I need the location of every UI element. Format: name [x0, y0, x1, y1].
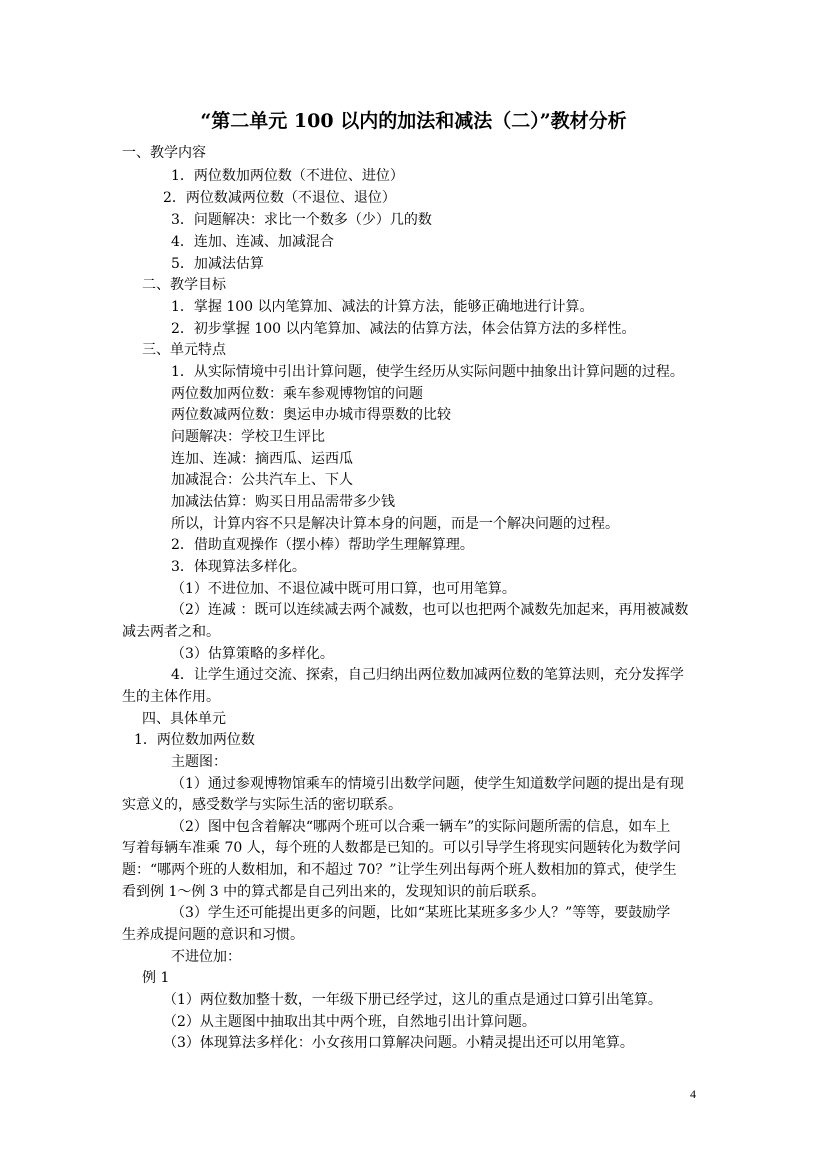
text-line: （1）两位数加整十数，一年级下册已经学过，这儿的重点是通过口算引出笔算。: [163, 992, 662, 1008]
text-line: 1．掌握 100 以内笔算加、减法的计算方法，能够正确地进行计算。: [171, 299, 594, 315]
text-line: （1）不进位加、不退位减中既可用口算，也可用笔算。: [171, 581, 516, 597]
text-line: 2．两位数减两位数（不退位、退位）: [163, 190, 396, 206]
text-line: 2．初步掌握 100 以内笔算加、减法的估算方法，体会估算方法的多样性。: [171, 321, 636, 337]
text-line: 例 1: [142, 970, 170, 986]
text-line: 连加、连减：摘西瓜、运西瓜: [171, 451, 353, 467]
document-title: “第二单元 100 以内的加法和减法（二）”教材分析: [200, 110, 627, 132]
text-line: （2）图中包含着解决“哪两个班可以合乘一辆车”的实际问题所需的信息，如车上: [171, 819, 671, 835]
text-line: 加减混合：公共汽车上、下人: [171, 472, 353, 488]
text-line: 二、教学目标: [142, 277, 226, 293]
text-line: 两位数加两位数：乘车参观博物馆的问题: [171, 386, 423, 402]
text-line: 4．让学生通过交流、探索，自己归纳出两位数加减两位数的笔算法则，充分发挥学: [171, 667, 684, 683]
text-line: 一、教学内容: [122, 145, 206, 161]
text-line: 1．两位数加两位数: [134, 732, 255, 748]
text-line: 两位数减两位数：奥运申办城市得票数的比较: [171, 407, 451, 423]
text-line: 写着每辆车准乘 70 人，每个班的人数都是已知的。可以引导学生将现实问题转化为数学问: [122, 840, 681, 856]
text-line: 3．问题解决：求比一个数多（少）几的数: [171, 212, 432, 228]
text-line: 3．体现算法多样化。: [171, 559, 306, 575]
text-line: 加减法估算：购买日用品需带多少钱: [171, 494, 395, 510]
text-line: 所以，计算内容不只是解决计算本身的问题，而是一个解决问题的过程。: [171, 516, 619, 532]
text-line: 生的主体作用。: [122, 689, 220, 705]
text-line: 不进位加：: [171, 949, 241, 965]
text-line: 问题解决：学校卫生评比: [171, 429, 325, 445]
text-line: （2）从主题图中抽取出其中两个班，自然地引出计算问题。: [163, 1014, 536, 1030]
text-line: 减去两者之和。: [122, 624, 220, 640]
page-number: 4: [690, 1087, 696, 1101]
text-line: 主题图：: [171, 754, 227, 770]
text-line: （1）通过参观博物馆乘车的情境引出数学问题，使学生知道数学问题的提出是有现: [171, 776, 684, 792]
text-line: 生养成提问题的意识和习惯。: [122, 927, 304, 943]
text-line: （3）体现算法多样化：小女孩用口算解决问题。小精灵提出还可以用笔算。: [163, 1035, 634, 1051]
text-line: 看到例 1～例 3 中的算式都是自己列出来的，发现知识的前后联系。: [122, 884, 546, 900]
text-line: 1．从实际情境中引出计算问题，使学生经历从实际问题中抽象出计算问题的过程。: [171, 364, 684, 380]
text-line: （3）估算策略的多样化。: [171, 646, 334, 662]
text-line: （2）连减 ：既可以连续减去两个减数，也可以也把两个减数先加起来，再用被减数: [171, 602, 689, 618]
text-line: 5．加减法估算: [171, 256, 264, 272]
text-line: 4．连加、连减、加减混合: [171, 234, 334, 250]
text-line: 1．两位数加两位数（不进位、进位）: [171, 168, 404, 184]
text-line: （3）学生还可能提出更多的问题，比如“某班比某班多多少人？”等等，要鼓励学: [171, 905, 671, 921]
text-line: 三、单元特点: [142, 342, 226, 358]
text-line: 2．借助直观操作（摆小棒）帮助学生理解算理。: [171, 537, 474, 553]
text-line: 实意义的，感受数学与实际生活的密切联系。: [122, 797, 402, 813]
text-line: 题：“哪两个班的人数相加，和不超过 70？”让学生列出每两个班人数相加的算式，使学生: [122, 862, 677, 878]
text-line: 四、具体单元: [142, 711, 226, 727]
